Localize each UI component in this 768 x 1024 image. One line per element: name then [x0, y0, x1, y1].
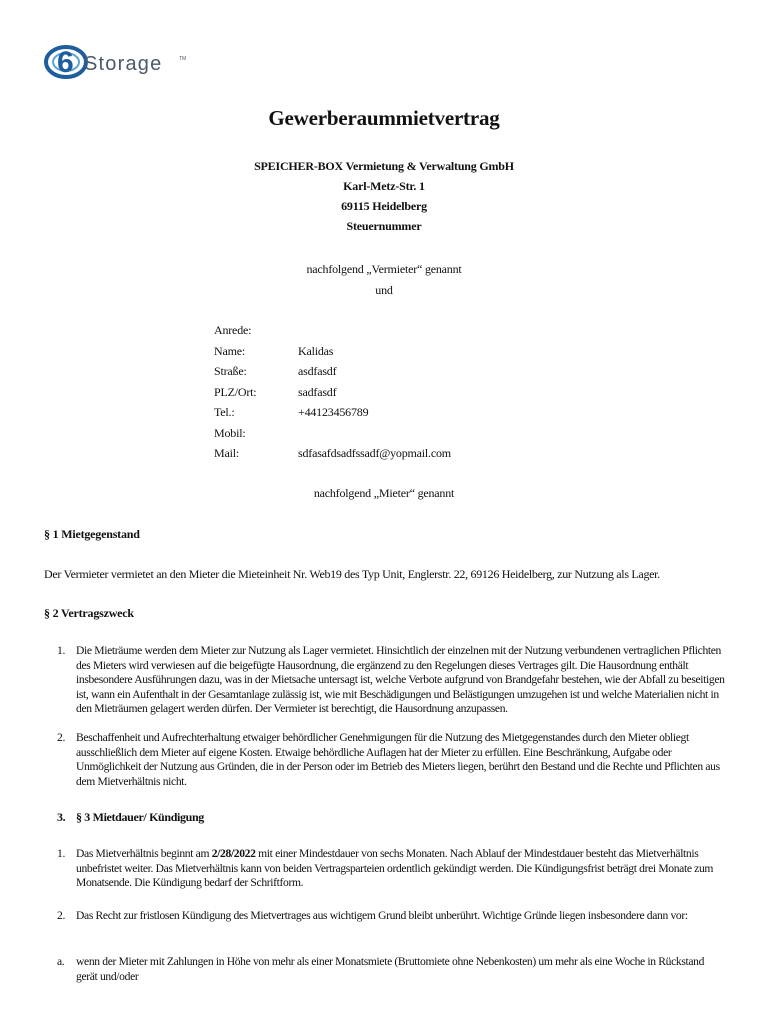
list-number: 3.: [57, 810, 66, 824]
tenant-row-salutation: [214, 320, 451, 341]
section-1-heading: § 1 Mietgegenstand: [44, 527, 140, 541]
text-before-date: Das Mietverhältnis beginnt am: [76, 847, 212, 860]
storage-logo-graphic: [44, 40, 194, 84]
tenant-row-name: [214, 341, 451, 362]
landlord-city: 69115 Heidelberg: [341, 199, 427, 213]
list-text: Das Recht zur fristlosen Kündigung des Mietvertrages aus wichtigem Grund bleibt unberührt. Wichtige Gründe liegen insbesondere dann vor:: [76, 909, 688, 922]
section-3-item-a: [44, 955, 728, 984]
list-number: 2.: [57, 909, 65, 922]
tenant-value: Kalidas: [298, 343, 334, 358]
tenant-row-street: [214, 361, 451, 382]
section-2-item-2: [44, 731, 728, 789]
tenant-value: sadfasdf: [298, 384, 337, 399]
landlord-designation: nachfolgend „Vermieter“ genannt: [306, 262, 462, 276]
tenant-label: Mobil:: [214, 425, 246, 440]
list-letter: a.: [57, 955, 65, 968]
and-separator: und: [375, 283, 393, 297]
tenant-row-zip-city: [214, 382, 451, 403]
tenant-designation: nachfolgend „Mieter“ genannt: [313, 486, 455, 500]
start-date: 2/28/2022: [211, 847, 256, 860]
tenant-value: asdfasdf: [298, 364, 337, 378]
tenant-label: Name:: [214, 343, 245, 358]
tenant-row-phone: [214, 402, 451, 423]
tenant-row-mobile: [214, 423, 451, 444]
list-text: [76, 847, 728, 891]
landlord-name: SPEICHER-BOX Vermietung & Verwaltung GmbH: [254, 159, 514, 173]
section-3-item-2: [44, 909, 728, 924]
logo-trademark: TM: [179, 56, 187, 62]
tenant-label: Tel.:: [214, 405, 235, 419]
section-1-text: Der Vermieter vermietet an den Mieter die Mieteinheit Nr. Web19 des Typ Unit, Englerstr. 22, 69126 Heidelberg, zur Nutzung als Lager.: [44, 567, 660, 581]
list-number: 1.: [57, 644, 65, 657]
tenant-value: sdfasafdsadfssadf@yopmail.com: [298, 446, 451, 460]
section-heading-text: § 3 Mietdauer/ Kündigung: [76, 810, 204, 824]
section-3-item-1: [44, 847, 728, 891]
tenant-block: [214, 320, 451, 464]
svg-text:6: 6: [57, 46, 74, 79]
section-2-item-1: [44, 644, 728, 717]
tenant-row-mail: [214, 443, 451, 464]
logo-wordmark: Storage: [84, 53, 163, 75]
tenant-label: PLZ/Ort:: [214, 384, 257, 399]
company-logo: [44, 40, 194, 84]
tenant-value: +44123456789: [298, 405, 369, 419]
landlord-street: Karl-Metz-Str. 1: [343, 179, 425, 193]
section-3-heading: [44, 810, 728, 825]
section-2-heading: § 2 Vertragszweck: [44, 606, 134, 620]
landlord-block: [0, 156, 768, 236]
list-number: 2.: [57, 731, 65, 744]
tenant-label: Anrede:: [214, 323, 252, 337]
list-number: 1.: [57, 847, 65, 860]
list-text: wenn der Mieter mit Zahlungen in Höhe von mehr als einer Monatsmiete (Bruttomiete ohne Nebenkosten) um mehr als eine Woche in Rückstand gerät und/oder: [76, 955, 705, 983]
tenant-label: Mail:: [214, 446, 239, 460]
text-after-date: mit einer Mindestdauer von sechs Monaten. Nach Ablauf der Mindestdauer besteht das Mietverhältnis unbefristet weiter. Das Mietverhältnis kann von beiden Vertragsparteien ordentlich gekündigt werden. Die Kündigungsfrist beträgt drei Monate zum Monatsende. Die Kündigung bedarf der Schriftform.: [76, 847, 714, 889]
list-text: Die Mieträume werden dem Mieter zur Nutzung als Lager vermietet. Hinsichtlich der einzelnen mit der Nutzung verbundenen vertraglichen Pflichten des Mieters wird verwiesen auf die beigefügte Hausordnung, die ergänzend zu den Regelungen dieses Vertrages gilt. Die Hausordnung enthält insbesondere Ausführungen dazu, was in der Mietsache untersagt ist, welche Verbote aufgrund von Brandgefahr bestehen, wie der Abfall zu beseitigen ist, wann ein Aufenthalt in der Gesamtanlage zulässig ist, wie mit Beschädigungen und Belästigungen umzugehen ist und welche Materialien nicht in den Mieträumen gelagert werden dürfen. Der Vermieter ist berechtigt, die Hausordnung anzupassen.: [76, 644, 725, 715]
document-title: Gewerberaummietvertrag: [268, 106, 500, 130]
list-text: Beschaffenheit und Aufrechterhaltung etwaiger behördlicher Genehmigungen für die Nutzung des Mietgegenstandes durch den Mieter obliegt ausschließlich dem Mieter auf eigene Kosten. Etwaige behördliche Auflagen hat der Mieter zu erfüllen. Eine Beschränkung, Aufgabe oder Unmöglichkeit der Nutzung aus Gründen, die in der Person oder im Betrieb des Mieters liegen, berührt den Bestand und die Rechte und Pflichten aus dem Mietverhältnis nicht.: [76, 731, 720, 788]
tenant-label: Straße:: [214, 364, 247, 378]
landlord-tax-number: Steuernummer: [346, 219, 422, 233]
